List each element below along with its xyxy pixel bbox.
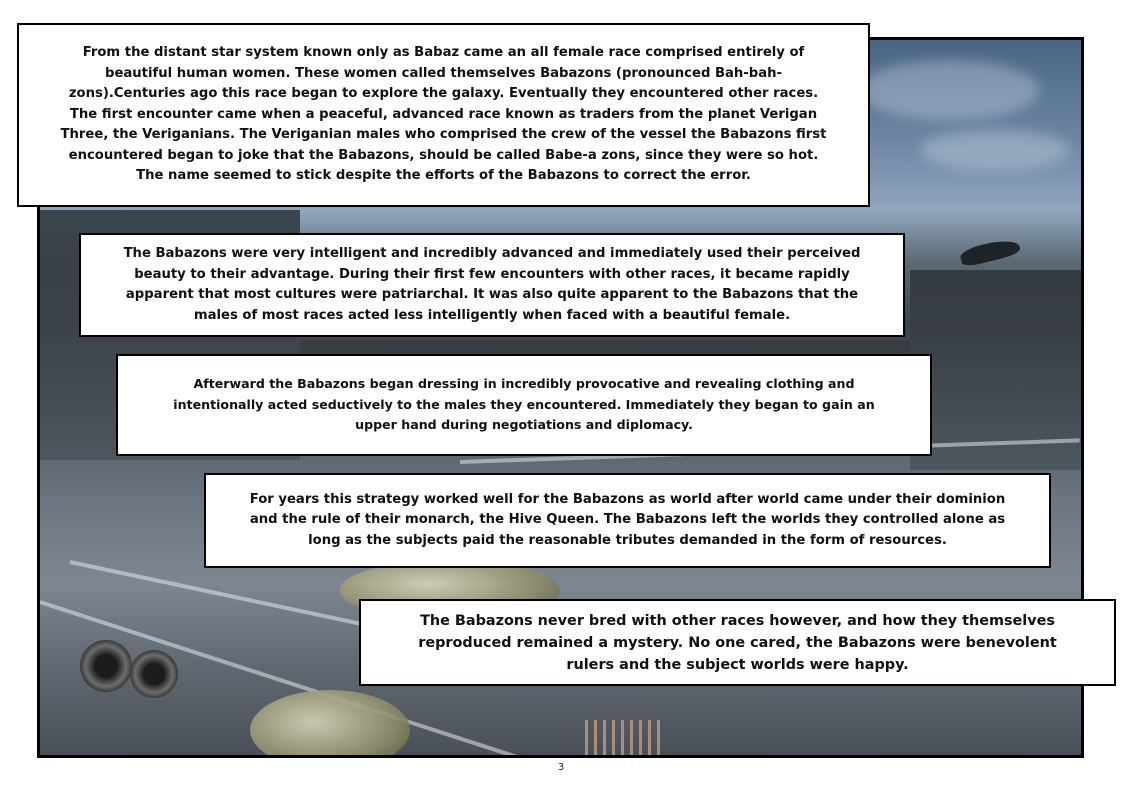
starfighter-engine bbox=[130, 650, 178, 698]
caption-text: The Babazons never bred with other races however, and how they themselves reproduced remained a mystery. No one cared, the Babazons were benevolent rulers and the subject worlds were happy. bbox=[418, 612, 1057, 673]
crowd-figures bbox=[585, 720, 665, 758]
sky-cloud bbox=[920, 130, 1070, 170]
caption-text: The Babazons were very intelligent and incredibly advanced and immediately used their perceived beauty to their advantage. During their first few encounters with other races, it became rapidly apparent that most cultures were patriarchal. It was also quite apparent to the Babazons that the males of most races acted less intelligently when faced with a beautiful female. bbox=[123, 246, 861, 323]
caption-box-origin bbox=[17, 23, 870, 207]
caption-text: From the distant star system known only as Babaz came an all female race comprised entirely of beautiful human women. These women called themselves Babazons (pronounced Bah-bah-zons).Centuries ago this race began to explore the galaxy. Eventually they encountered other races. The first encounter came when a peaceful, advanced race known as traders from the planet Verigan Three, the Veriganians. The Veriganian males who comprised the crew of the vessel the Babazons first encountered began to joke that the Babazons, should be called Babe-a zons, since they were so hot. The name seemed to stick despite the efforts of the Babazons to correct the error. bbox=[60, 45, 827, 184]
caption-box-dominion bbox=[204, 473, 1051, 568]
hover-bike-rider bbox=[959, 236, 1022, 268]
parked-spaceship bbox=[250, 690, 410, 758]
page-number: 3 bbox=[557, 762, 565, 773]
caption-box-mystery bbox=[359, 599, 1116, 686]
caption-text: For years this strategy worked well for the Babazons as world after world came under their dominion and the rule of their monarch, the Hive Queen. The Babazons left the worlds they controlled alone as long as the subjects paid the reasonable tributes demanded in the form of resources. bbox=[249, 491, 1006, 548]
starfighter-engine bbox=[80, 640, 132, 692]
caption-box-intelligence bbox=[79, 233, 905, 337]
caption-text: Afterward the Babazons began dressing in incredibly provocative and revealing clothing and intentionally acted seductively to the males they encountered. Immediately they began to gain an upper hand during negotiations and diplomacy. bbox=[173, 376, 875, 433]
caption-box-diplomacy bbox=[116, 354, 932, 456]
sky-cloud bbox=[860, 60, 1040, 120]
